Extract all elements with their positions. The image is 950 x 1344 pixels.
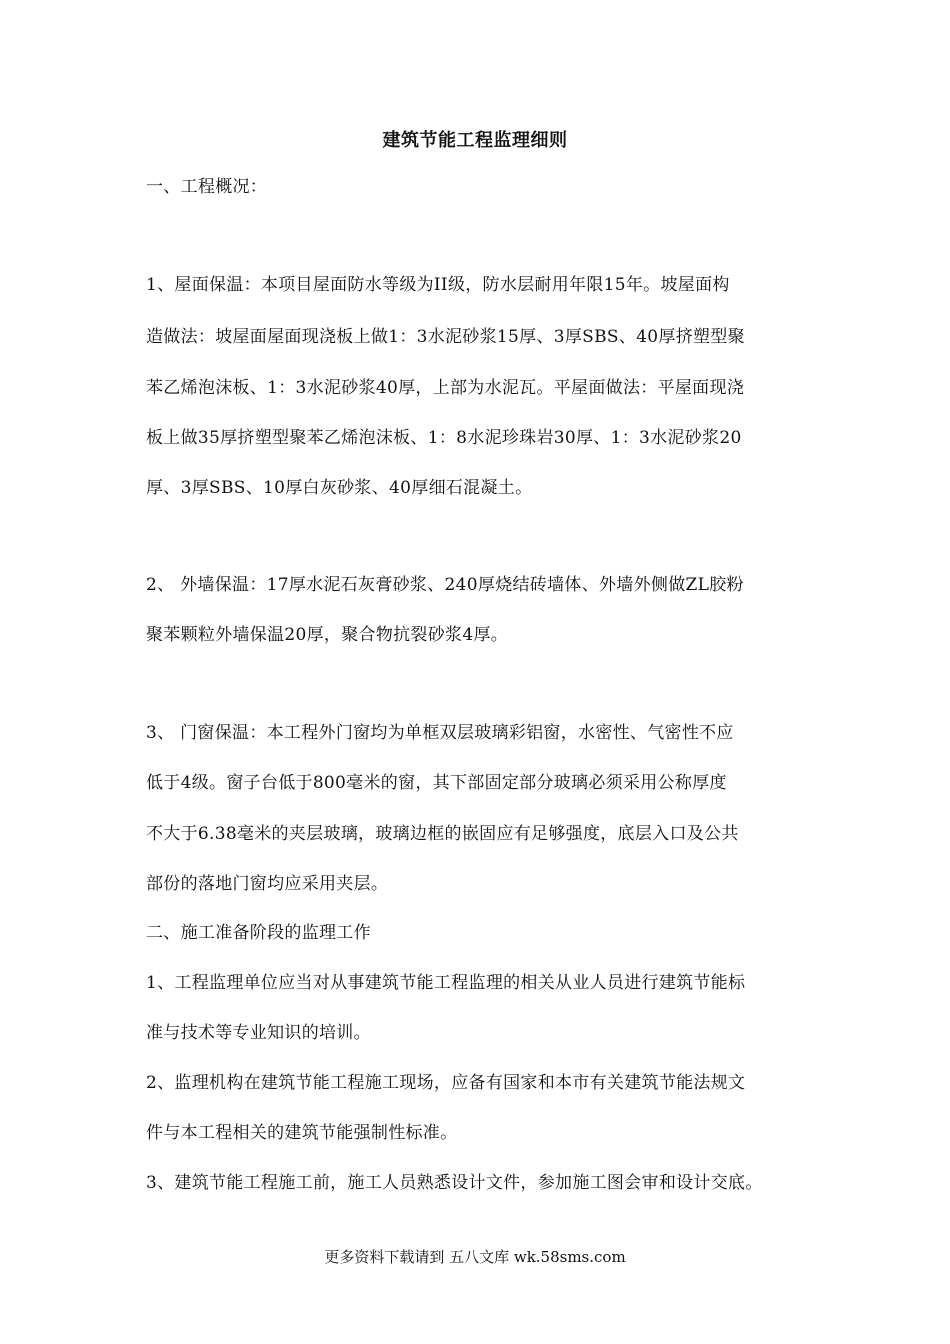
text-line: 厚、3厚SBS、10厚白灰砂浆、40厚细石混凝土。 xyxy=(146,478,533,498)
text-line: 1、工程监理单位应当对从事建筑节能工程监理的相关从业人员进行建筑节能标 xyxy=(146,973,746,993)
text-line: 3、 门窗保温：本工程外门窗均为单框双层玻璃彩铝窗，水密性、气密性不应 xyxy=(146,723,734,743)
text-line: 件与本工程相关的建筑节能强制性标准。 xyxy=(146,1123,458,1143)
text-line: 2、监理机构在建筑节能工程施工现场，应备有国家和本市有关建筑节能法规文 xyxy=(146,1073,746,1093)
text-line: 2、 外墙保温：17厚水泥石灰膏砂浆、240厚烧结砖墙体、外墙外侧做ZL胶粉 xyxy=(146,575,744,595)
footer-note: 更多资料下载请到 五八文库 wk.58sms.com xyxy=(324,1248,626,1266)
document-title: 建筑节能工程监理细则 xyxy=(382,130,568,151)
text-line: 准与技术等专业知识的培训。 xyxy=(146,1023,371,1043)
text-line: 不大于6.38毫米的夹层玻璃，玻璃边框的嵌固应有足够强度，底层入口及公共 xyxy=(146,824,739,844)
text-line: 3、建筑节能工程施工前，施工人员熟悉设计文件，参加施工图会审和设计交底。 xyxy=(146,1173,763,1193)
text-line: 低于4级。窗子台低于800毫米的窗，其下部固定部分玻璃必须采用公称厚度 xyxy=(146,773,727,793)
text-line: 板上做35厚挤塑型聚苯乙烯泡沫板、1：8水泥珍珠岩30厚、1：3水泥砂浆20 xyxy=(146,428,742,448)
text-line: 部份的落地门窗均应采用夹层。 xyxy=(146,874,389,894)
section-heading-1: 一、工程概况： xyxy=(146,177,268,197)
text-line: 造做法：坡屋面屋面现浇板上做1：3水泥砂浆15厚、3厚SBS、40厚挤塑型聚 xyxy=(146,327,745,347)
text-line: 1、屋面保温：本项目屋面防水等级为II级，防水层耐用年限15年。坡屋面构 xyxy=(146,275,730,295)
text-line: 苯乙烯泡沫板、1：3水泥砂浆40厚，上部为水泥瓦。平屋面做法：平屋面现浇 xyxy=(146,378,745,398)
text-line: 聚苯颗粒外墙保温20厚，聚合物抗裂砂浆4厚。 xyxy=(146,625,509,645)
section-heading-2: 二、施工准备阶段的监理工作 xyxy=(146,923,371,943)
